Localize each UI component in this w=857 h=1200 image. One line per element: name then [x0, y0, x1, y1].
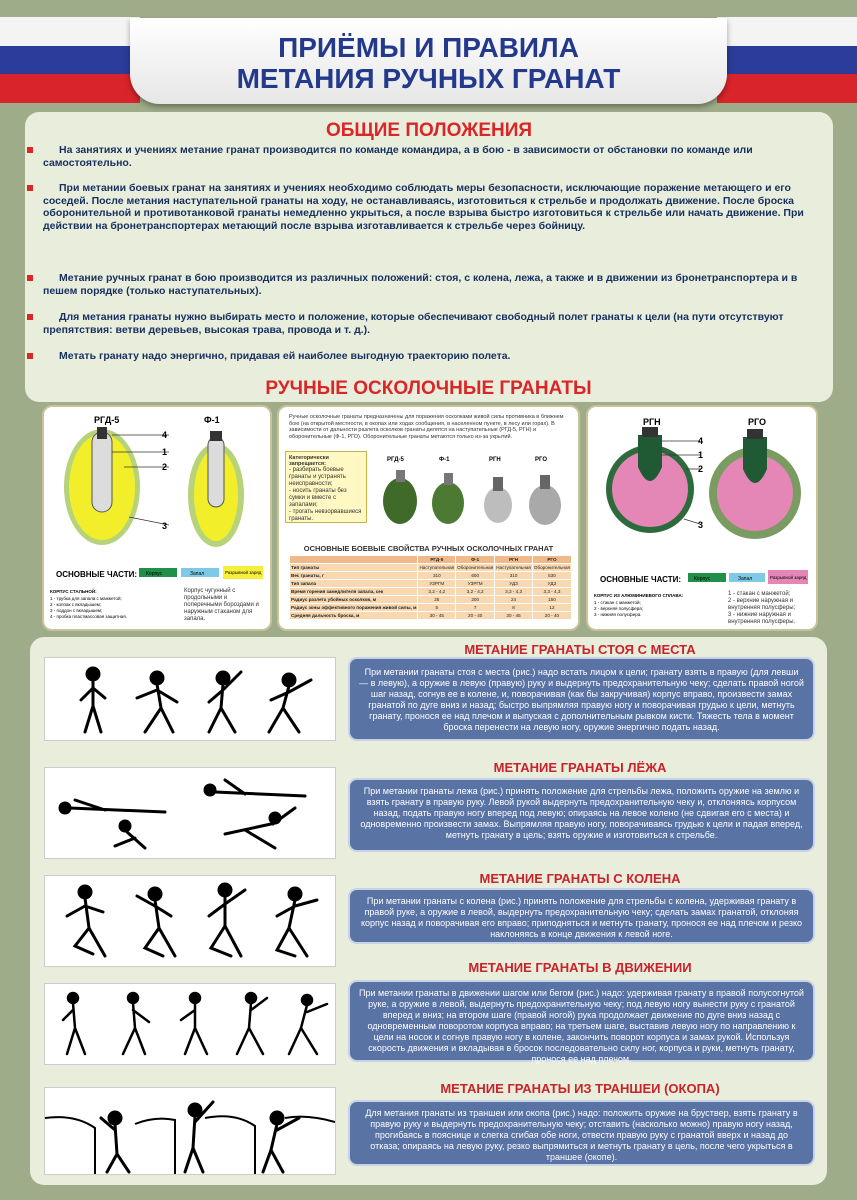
general-paragraph-3: Метание ручных гранат в бою производится из различных положений: стоя, с колена, лежа, а также и в движении из бронетранспортера и в пешем порядке (только наступательных). [43, 272, 818, 297]
general-provisions-title: ОБЩИЕ ПОЛОЖЕНИЯ [325, 120, 533, 141]
num-2: 2 [162, 462, 168, 472]
grenade-photos [375, 451, 575, 533]
photo-rgd5 [383, 470, 417, 524]
body-item-2: 2 - колпак с вкладышем; [50, 602, 102, 607]
num-1: 1 [162, 447, 168, 457]
throw-title-kneeling: МЕТАНИЕ ГРАНАТЫ С КОЛЕНА [479, 871, 681, 886]
frag-intro-text: Ручные осколочные гранаты предназначены для поражения осколками живой силы противника в ближнем бою (на открытой местности, в окопах или ходах сообщения, в населенном пункте, в лесу или горах). В зависимости от дальности разлета осколков гранаты делятся на наступательные (РГД-5, РГН) и оборонительные (Ф-1, РГО). Оборонительные гранаты метаются только из-за укрытий. [289, 414, 564, 440]
f1-fuse-tube [208, 437, 224, 507]
rgd5-plug [97, 427, 107, 439]
table-cell: УДЗ [532, 580, 571, 588]
f1-body-note: Корпус чугунный с продольными и поперечными бороздами и наружным стаканом для запала. [184, 588, 259, 622]
num-3: 3 [162, 521, 168, 531]
f1-plug [210, 431, 222, 441]
parts-label: ОСНОВНЫЕ ЧАСТИ: [600, 575, 682, 584]
table-cell: 310 [495, 572, 533, 580]
throw-title-moving: МЕТАНИЕ ГРАНАТЫ В ДВИЖЕНИИ [468, 960, 692, 975]
table-cell: 3,2 - 4,2 [456, 588, 495, 596]
table-cell: 3,3 - 4,3 [495, 588, 533, 596]
table-cell: Вес гранаты, г [290, 572, 418, 580]
forbidden-1: - разбирать боевые гранаты и устранять неисправности; [289, 467, 346, 487]
card-rgn-rgo [586, 405, 818, 631]
russian-flag-left [0, 17, 140, 103]
legend-fuse: Запал [738, 576, 753, 582]
table-cell: Тип запала [290, 580, 418, 588]
page-title [130, 18, 727, 104]
forbidden-3: - трогать невзорвавшиеся гранаты. [289, 509, 362, 522]
properties-table-title: ОСНОВНЫЕ БОЕВЫЕ СВОЙСТВА РУЧНЫХ ОСКОЛОЧНЫХ ГРАНАТ [303, 544, 554, 553]
title-line-1: ПРИЁМЫ И ПРАВИЛА [278, 32, 579, 63]
photo-rgn [484, 477, 512, 523]
throw-text-kneeling: При метании гранаты с колена (рис.) принять положение для стрельбы с колена, удерживая гранату в правой руке, а оружие в левой, выдернуть предохранительную чеку; сделать замах гранатой, отклоняя корпус назад и поворачивая его вправо; приподняться и метнуть гранату, пронося ее над плечом и резко наклоняясь в конце движения к левой ноге. [348, 888, 815, 944]
rgo-body-1: 1 - стакан с манжетой; [728, 591, 791, 597]
legend-charge: Разрывной заряд [770, 575, 807, 580]
rgd5-fuse-tube [92, 432, 112, 512]
photo-label-rgd5: РГД-5 [387, 457, 404, 463]
forbidden-box [285, 451, 367, 523]
table-cell: УЗРГМ [418, 580, 456, 588]
body-item-4: 4 - пробка пластмассовая защитная. [50, 614, 127, 619]
body-item-1: 1 - стакан с манжетой; [594, 600, 641, 605]
throw-text-trench: Для метания гранаты из траншеи или окопа (рис.) надо: положить оружие на бруствер, взять гранату в правую руку и выдернуть предохранительную чеку; отставить (насколько можно) правую ногу назад, прогибаясь в пояснице и слегка сгибая обе ноги, отвести правую руку с гранатой вверх и назад до отказа; опираясь на левую руку, резко выпрямиться и метнуть гранату в цель, после чего укрыться в траншее (окопе). [348, 1100, 815, 1166]
illustration-lying [44, 767, 336, 859]
throw-text-lying: При метании гранаты лежа (рис.) принять положение для стрельбы лежа, положить оружие на землю и взять гранату в правую руку. Левой рукой выдернуть предохранительную чеку и, отклоняясь корпусом назад, подать правую ногу вперед под левую; опираясь на левое колено (не сдвигая его с места) и одновременно произвести замах. Выпрямляя правую ногу, поворачиваясь грудью к цели и падая вперед, метнуть гранату в цель; взять оружие и изготовиться к стрельбе. [348, 778, 815, 852]
table-row [290, 596, 572, 604]
body-item-3: 3 - нижняя полусфера. [594, 612, 642, 617]
table-header-cell: РГД-5 [418, 556, 456, 564]
illustration-moving [44, 983, 336, 1065]
throw-text-moving: При метании гранаты в движении шагом или бегом (рис.) надо: удерживая гранату в правой полусогнутой руке, а оружие в левой, выдернуть предохранительную чеку; под левую ногу вынести руку с гранатой вперед и вниз; на втором шаге (правой ногой) рука продолжает движение по дуге вниз назад с одновременным поворотом корпуса вправо; на третьем шаге, выставив левую ногу по направлению к цели на носок и согнув правую ногу в колене, закончить поворот корпуса и замах рукой. Используя скорость движения и вкладывая в бросок последовательно силу ног, корпуса и руки, метнуть гранату, пронося ее над плечом. [348, 980, 815, 1062]
table-cell: Наступательная [419, 565, 455, 570]
table-cell: 5 [418, 604, 456, 612]
rgo-fuse [743, 437, 767, 483]
general-provisions-panel [25, 112, 833, 402]
table-row [290, 604, 572, 612]
label-f1: Ф-1 [204, 415, 220, 425]
body-item-3: 3 - поддон с вкладышем; [50, 608, 103, 613]
table-cell: УДЗ [495, 580, 533, 588]
forbidden-title: Категорически запрещается: [289, 455, 329, 467]
table-cell: Наступательная [496, 565, 531, 570]
table-cell: 25 [418, 596, 456, 604]
table-cell: 3,2 - 4,2 [418, 588, 456, 596]
title-line-2: МЕТАНИЯ РУЧНЫХ ГРАНАТ [236, 63, 621, 94]
card-properties [277, 405, 580, 631]
illustration-kneeling [44, 875, 336, 967]
table-cell: 12 [532, 604, 571, 612]
rgo-body-2: 2 - верхние наружная и внутренняя полусферы; [728, 598, 796, 611]
general-paragraph-2: При метании боевых гранат на занятиях и учениях необходимо соблюдать меры безопасности, исключающие поражение метающего и его соседей. После метания наступательной гранаты на ходу, не останавливаясь, изготовиться к стрельбе и продолжать движение. После броска оборонительной и противотанковой гранаты немедленно укрыться, а после взрыва быстро изготовиться к стрельбе или начать движение. При действии на бронетранспортерах метающий после взрыва изготавливается к стрельбе через бойницу. [43, 182, 818, 232]
rgn-cap [642, 427, 658, 437]
table-cell: 150 [532, 596, 571, 604]
general-paragraph-4: Для метания гранаты нужно выбирать место и положение, которые обеспечивают свободный полет гранаты к цели (на пути отсутствуют препятствия: ветви деревьев, высокая трава, провода и т. д.). [43, 311, 818, 336]
standing-figures [45, 658, 335, 740]
table-row [290, 580, 572, 588]
table-cell: 20 - 40 [456, 612, 495, 620]
num-4: 4 [162, 430, 168, 440]
trench-figures [45, 1088, 335, 1174]
table-cell: Время горения замедлителя запала, сек [290, 588, 418, 596]
table-cell: 3,3 - 4,3 [532, 588, 571, 596]
photo-f1 [432, 473, 464, 524]
general-paragraph-1: На занятиях и учениях метание гранат производится по команде командира, а в бою - в зависимости от обстановки по команде или самостоятельно. [43, 144, 818, 169]
rgn-fuse [638, 435, 662, 481]
illustration-trench [44, 1087, 336, 1175]
properties-table [289, 555, 572, 620]
table-row [290, 588, 572, 596]
card-rgd5-f1 [42, 405, 272, 631]
table-cell: 24 [495, 596, 533, 604]
table-cell: Радиус разлета убойных осколков, м [290, 596, 418, 604]
table-header-cell: Ф-1 [456, 556, 495, 564]
label-rgo: РГО [748, 417, 766, 427]
table-cell: 7 [456, 604, 495, 612]
num-1: 1 [698, 450, 704, 460]
rgo-body-notes [728, 591, 814, 626]
table-cell: 530 [532, 572, 571, 580]
body-title: КОРПУС СТАЛЬНОЙ: [50, 589, 97, 594]
table-cell: 30 - 45 [495, 612, 533, 620]
rgo-cap [747, 429, 763, 439]
legend-charge: Разрывной заряд [225, 570, 262, 575]
body-item-1: 1 - трубка для запала с манжетой; [50, 596, 122, 601]
photo-label-rgo: РГО [535, 457, 547, 463]
throw-title-standing: МЕТАНИЕ ГРАНАТЫ СТОЯ С МЕСТА [464, 642, 696, 657]
table-cell: Средняя дальность броска, м [290, 612, 418, 620]
legend-corpus: Корпус [694, 576, 711, 582]
label-rgd5: РГД-5 [94, 415, 120, 425]
table-row [290, 612, 572, 620]
table-cell: 600 [456, 572, 495, 580]
table-cell: 20 - 40 [532, 612, 571, 620]
table-cell: 200 [456, 596, 495, 604]
table-cell: Радиус зоны эффективного поражения живой силы, м [291, 605, 417, 610]
table-header-cell [290, 556, 418, 564]
photo-label-f1: Ф-1 [439, 457, 450, 463]
photo-rgo [529, 475, 561, 525]
table-row [290, 572, 572, 580]
table-cell: 8 [495, 604, 533, 612]
body-item-2: 2 - верхняя полусфера; [594, 606, 644, 611]
num-4: 4 [698, 436, 704, 446]
russian-flag-right [717, 17, 857, 103]
photo-label-rgn: РГН [489, 457, 501, 463]
table-cell: 310 [418, 572, 456, 580]
kneeling-figures [45, 876, 335, 966]
table-cell: Тип гранаты [290, 564, 418, 572]
table-header-cell: РГО [532, 556, 571, 564]
table-cell: Оборонительная [457, 565, 494, 570]
parts-label: ОСНОВНЫЕ ЧАСТИ: [56, 570, 138, 579]
table-header-row [290, 556, 572, 564]
moving-figures [45, 984, 335, 1064]
rgo-body-3: 3 - нижние наружная и внутренняя полусферы. [728, 612, 796, 625]
table-header-cell: РГН [495, 556, 533, 564]
lying-figures [45, 768, 335, 858]
table-row [290, 564, 572, 572]
fragmentation-grenades-title: РУЧНЫЕ ОСКОЛОЧНЫЕ ГРАНАТЫ [265, 378, 592, 399]
throw-title-trench: МЕТАНИЕ ГРАНАТЫ ИЗ ТРАНШЕИ (ОКОПА) [440, 1081, 720, 1096]
table-cell: Оборонительная [533, 565, 570, 570]
num-3: 3 [698, 520, 704, 530]
throw-text-standing: При метании гранаты стоя с места (рис.) надо встать лицом к цели; гранату взять в правую (для левши — в левую), а оружие в левую (правую) руку и выдернуть предохранительную чеку; сделать правой ногой шаг назад, согнув ее в колене, и, поворачивая (как бы закручивая) корпус вправо, произвести замах гранатой по дуге вниз и назад; быстро выпрямляя правую ногу и поворачивая грудью к цели, метнуть гранату, пронося ее над плечом и выпуская с дополнительным рывком кисти. Тяжесть тела в момент броска перенести на левую ногу, оружие энергично подать назад. [348, 657, 815, 741]
illustration-standing [44, 657, 336, 741]
general-paragraph-5: Метать гранату надо энергично, придавая ей наиболее выгодную траекторию полета. [43, 350, 818, 363]
forbidden-2: - носить гранаты без сумки и вместе с запалами; [289, 488, 347, 508]
legend-fuse: Запал [190, 571, 205, 577]
label-rgn: РГН [643, 417, 661, 427]
table-cell: 30 - 45 [418, 612, 456, 620]
legend-corpus: Корпус [146, 571, 163, 577]
throw-title-lying: МЕТАНИЕ ГРАНАТЫ ЛЁЖА [493, 760, 667, 775]
body-title: КОРПУС ИЗ АЛЮМИНИЕВОГО СПЛАВА: [594, 593, 684, 598]
table-cell: УЗРГМ [456, 580, 495, 588]
num-2: 2 [698, 464, 704, 474]
